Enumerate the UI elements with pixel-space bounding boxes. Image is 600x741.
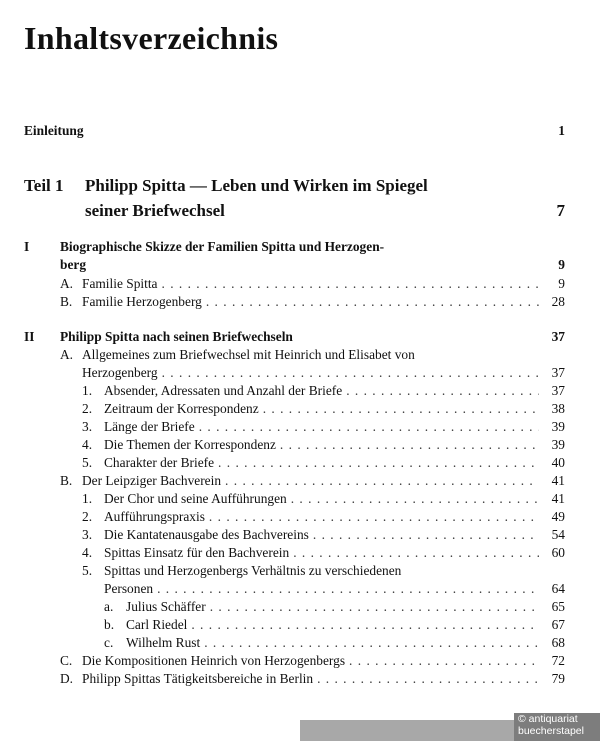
toc-entry: 2. Zeitraum der Korrespondenz . . . 38 xyxy=(82,400,565,418)
toc-part-1 xyxy=(24,177,565,195)
toc-entry: 2. Aufführungspraxis . . . 49 xyxy=(82,508,565,526)
toc-entry: c. Wilhelm Rust . . . 68 xyxy=(104,634,565,652)
section-title-line2: berg xyxy=(60,257,87,272)
section-roman: II xyxy=(24,329,35,344)
watermark-line2: buecherstapel xyxy=(518,725,584,737)
toc-entry-b: B. Der Leipziger Bachverein . . . 41 xyxy=(60,472,565,490)
toc-entry: B. Familie Herzogenberg . . . 28 xyxy=(60,293,565,311)
toc-entry: 5. Charakter der Briefe . . . 40 xyxy=(82,454,565,472)
toc-section-2 xyxy=(24,328,565,346)
page-title: Inhaltsverzeichnis xyxy=(24,20,279,56)
toc-entry-c: C. Die Kompositionen Heinrich von Herzogenbergs . . . 72 xyxy=(60,652,565,670)
part-title-line2: seiner Briefwechsel xyxy=(85,201,225,220)
toc-entry: b. Carl Riedel . . . 67 xyxy=(104,616,565,634)
toc-entry-d: D. Philipp Spittas Tätigkeitsbereiche in Berlin . . . 79 xyxy=(60,670,565,688)
entry-page: 1 xyxy=(558,123,565,138)
watermark xyxy=(514,713,600,741)
toc-entry-einleitung xyxy=(24,122,565,140)
watermark-line1: © antiquariat xyxy=(518,713,578,725)
toc-entry: A. Familie Spitta . . . 9 xyxy=(60,275,565,293)
toc-entry-b5-cont: Personen . . . 64 xyxy=(104,580,565,598)
section-roman: I xyxy=(24,239,30,254)
section-page: 37 xyxy=(551,329,565,344)
section-page: 9 xyxy=(558,257,565,272)
toc-entry: 1. Absender, Adressaten und Anzahl der Briefe . . . 37 xyxy=(82,382,565,400)
toc-entry: 3. Länge der Briefe . . . 39 xyxy=(82,418,565,436)
toc-entry: a. Julius Schäffer . . . 65 xyxy=(104,598,565,616)
entry-label: Einleitung xyxy=(24,123,84,138)
toc-entry-a-cont: Herzogenberg . . . 37 xyxy=(82,364,565,382)
toc-part-1-cont xyxy=(85,202,565,220)
toc-section-1-cont xyxy=(60,256,565,274)
toc-entry-b5: 5. Spittas und Herzogenbergs Verhältnis zu verschiedenen xyxy=(82,563,402,578)
toc-entry: 4. Die Themen der Korrespondenz . . . 39 xyxy=(82,436,565,454)
section-title-line1: Biographische Skizze der Familien Spitta und Herzogen- xyxy=(60,239,385,254)
part-page: 7 xyxy=(556,201,565,220)
footer-bar xyxy=(300,720,520,741)
section-title: Philipp Spitta nach seinen Briefwechseln xyxy=(60,329,293,344)
part-title-line1: Philipp Spitta — Leben und Wirken im Spiegel xyxy=(85,176,428,195)
toc-section-1 xyxy=(24,238,565,256)
toc-entry-a: A. Allgemeines zum Briefwechsel mit Heinrich und Elisabet von xyxy=(60,347,415,362)
toc-entry: 3. Die Kantatenausgabe des Bachvereins . . . 54 xyxy=(82,526,565,544)
toc-entry: 4. Spittas Einsatz für den Bachverein . . . 60 xyxy=(82,544,565,562)
part-number: Teil 1 xyxy=(24,176,64,195)
toc-entry: 1. Der Chor und seine Aufführungen . . . 41 xyxy=(82,490,565,508)
